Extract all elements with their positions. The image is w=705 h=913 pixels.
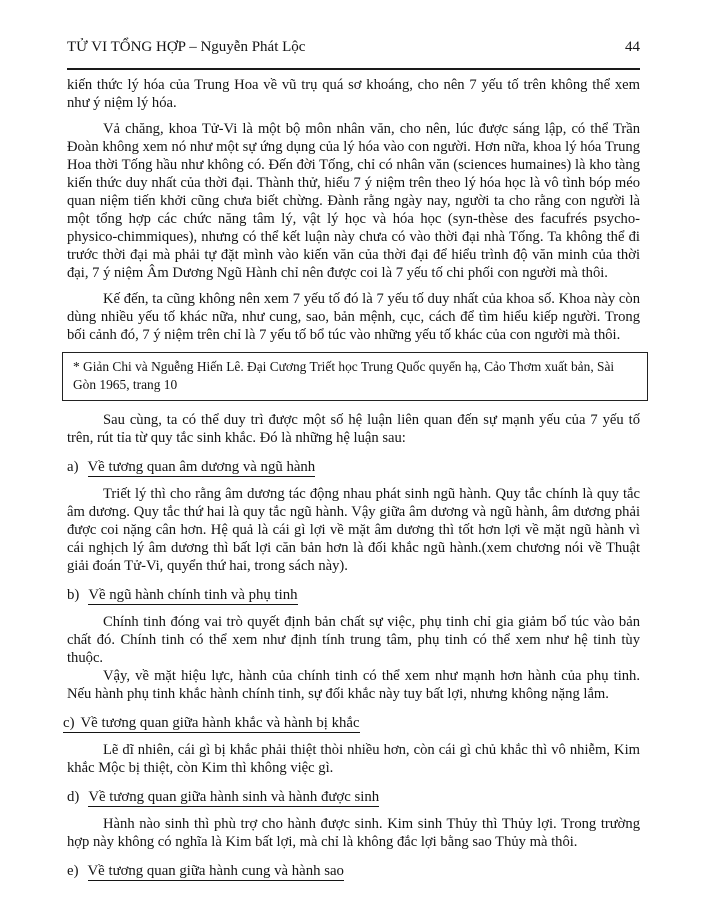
section-b-paragraph-2: Vậy, về mặt hiệu lực, hành của chính tinh có thể xem như mạnh hơn hành của phụ tinh. Nếu hành phụ tinh khắc hành chính tinh, sự đối khắc này tuy bất lợi, nhưng không nặng lắm. (67, 668, 640, 702)
section-heading-d (67, 788, 640, 806)
section-heading-e (67, 862, 640, 880)
section-heading-b (67, 586, 640, 604)
paragraph-va-chang: Vả chăng, khoa Tử-Vi là một bộ môn nhân văn, cho nên, lúc được sáng lập, có thể Trần Đoàn không xem nó như một sự ứng dụng của lý hóa vào con người. Hơn nữa, khoa lý hóa Trung Hoa thời Tống hầu như không có. Đến đời Tống, chỉ có nhân văn (sciences humaines) là kho tàng kiến thức duy nhất của thời đại. Thành thử, hiểu 7 ý niệm trên theo lý hóa học là vô tình bóp méo quan niệm tiến khởi cũng chưa biết chừng. Đành rằng ngày nay, người ta cho rằng con người là một tổng hợp các chức năng tâm lý, vật lý học và hóa học (syn-thèse des facufrés psycho-physico-chimmiques), nhưng có thể kết luận này chưa có vào thời đại nhà Tống. Ta không thể đi trước thời đại mà phải tự đặt mình vào kiến văn của thời đại để hiểu trình độ văn minh của thời đại, 7 ý niệm Âm Dương Ngũ Hành chỉ nên được coi là 7 yếu tố chi phối con người mà thôi. (67, 121, 640, 281)
footnote-text: * Giản Chi và Nguễng Hiến Lê. Đại Cương Triết học Trung Quốc quyển hạ, Cảo Thơm xuất bản, Sài Gòn 1965, trang 10 (73, 359, 615, 392)
section-title-c: Về tương quan giữa hành khắc và hành bị khắc (80, 715, 360, 731)
section-heading-c (63, 714, 640, 732)
book-title: TỬ VI TỔNG HỢP – Nguyễn Phát Lộc (67, 39, 306, 55)
section-title-e: Về tương quan giữa hành cung và hành sao (87, 863, 344, 879)
section-label-b: b) (67, 587, 80, 603)
page-content (63, 76, 640, 880)
page-header (67, 38, 640, 57)
section-label-e: e) (67, 863, 79, 879)
footnote-box (62, 352, 648, 401)
section-label-a: a) (67, 459, 79, 475)
section-a-paragraph: Triết lý thì cho rằng âm dương tác động nhau phát sinh ngũ hành. Quy tắc chính là quy tắc âm dương. Quy tắc thứ hai là quy tắc ngũ hành. Vậy giữa âm dương và ngũ hành, âm dương phải được coi nặng cân hơn. Hệ quả là cái gì lợi về mặt âm dương thì tốt hơn lợi về mặt ngũ hành vì cái nghịch lý âm dương thì bất lợi căn bản hơn là đối khắc ngũ hành.(xem chương nói về Thuật giải đoán Tử-Vi, quyển thứ hai, trong sách này). (67, 486, 640, 574)
section-title-b: Về ngũ hành chính tinh và phụ tinh (88, 587, 298, 603)
section-title-a: Về tương quan âm dương và ngũ hành (87, 459, 316, 475)
section-label-d: d) (67, 789, 80, 805)
paragraph-sau-cung: Sau cùng, ta có thể duy trì được một số hệ luận liên quan đến sự mạnh yếu của 7 yếu tố trên, rút tỉa từ quy tắc sinh khắc. Đó là những hệ luận sau: (67, 412, 640, 446)
section-label-c: c) (63, 715, 75, 731)
section-title-d: Về tương quan giữa hành sinh và hành được sinh (88, 789, 380, 805)
paragraph-ke-den: Kế đến, ta cũng không nên xem 7 yếu tố đó là 7 yếu tố duy nhất của khoa số. Khoa này còn dùng nhiều yếu tố khác nữa, như cung, sao, bản mệnh, cục, cách để tìm hiểu kiếp người. Trong bối cảnh đó, 7 ý niệm trên chỉ là 7 yếu tố bổ túc vào những yếu tố khác của con người mà thôi. (67, 291, 640, 343)
header-rule (67, 68, 640, 70)
paragraph-continuation: kiến thức lý hóa của Trung Hoa về vũ trụ quá sơ khoáng, cho nên 7 yếu tố trên không thể xem như ý niệm lý hóa. (67, 77, 640, 111)
page-number: 44 (625, 39, 640, 55)
section-b-paragraph-1: Chính tinh đóng vai trò quyết định bản chất sự việc, phụ tinh chỉ gia giảm bổ túc vào bản chất đó. Chính tinh có thể xem như định tính trung tâm, phụ tinh có thể xem như hệ tinh tùy thuộc. (67, 614, 640, 666)
section-c-paragraph: Lẽ dĩ nhiên, cái gì bị khắc phải thiệt thòi nhiều hơn, còn cái gì chủ khắc thì vô nhiễm, Kim khắc Mộc bị thiệt, còn Kim thì không việc gì. (67, 742, 640, 776)
section-d-paragraph: Hành nào sinh thì phù trợ cho hành được sinh. Kim sinh Thủy thì Thủy lợi. Trong trường hợp này không có nghĩa là Kim bất lợi, mà chỉ là không đắc lợi bằng sao Thủy mà thôi. (67, 816, 640, 850)
section-heading-a (67, 458, 640, 476)
